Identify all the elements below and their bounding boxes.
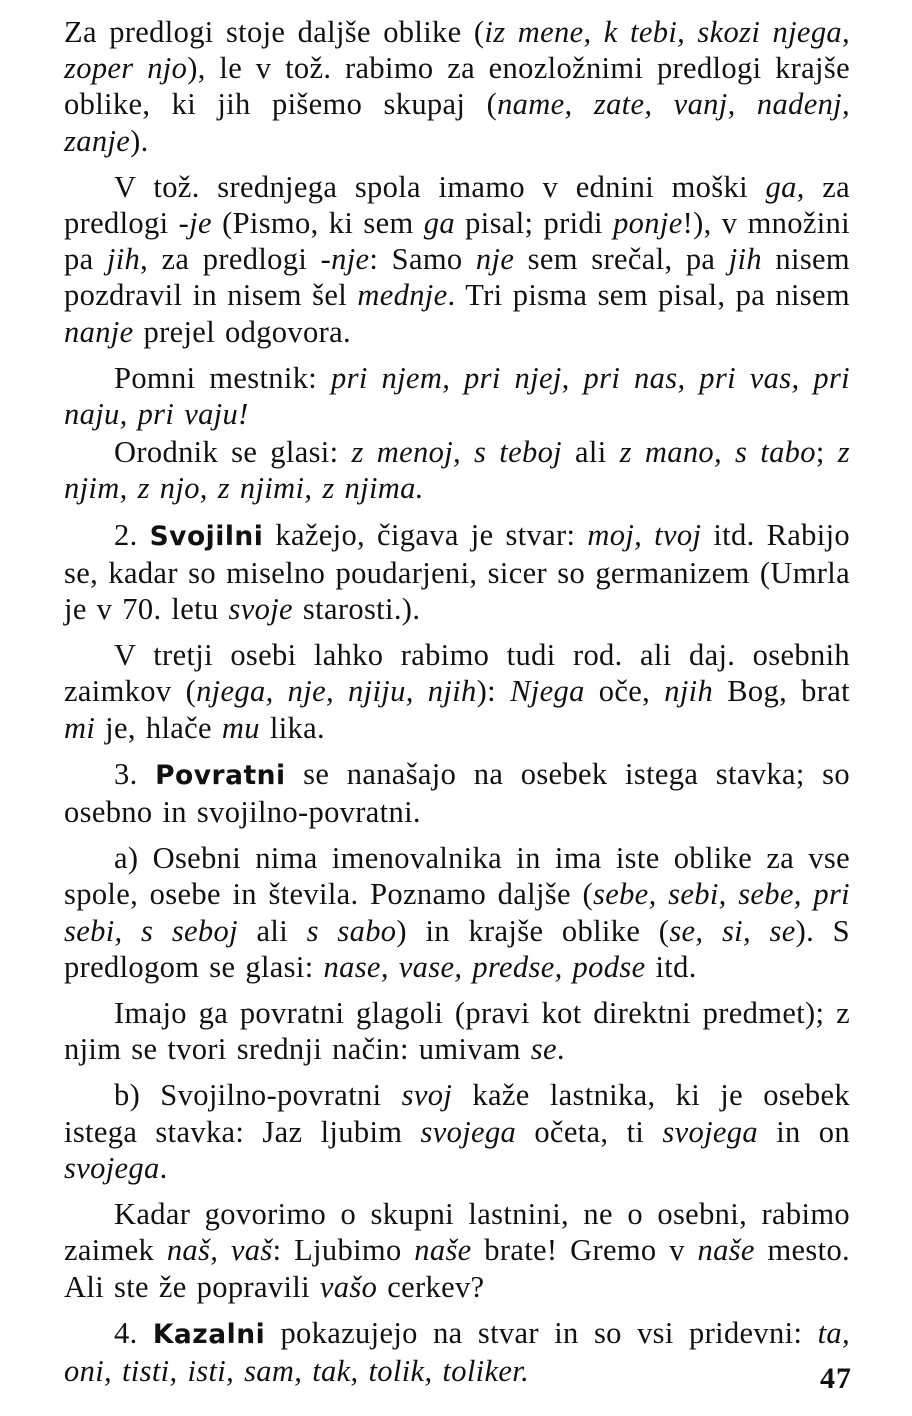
- italic-text-run: njih: [664, 674, 714, 709]
- italic-text-run: mednje: [357, 278, 448, 313]
- text-run: Imajo ga povratni glagoli (pravi kot direktni predmet); z njim se tvori srednji način: umivam: [64, 996, 850, 1067]
- paragraph: [64, 1077, 850, 1186]
- text-run: : Samo: [369, 242, 476, 277]
- italic-text-run: naše: [414, 1233, 472, 1268]
- text-run: 4.: [114, 1315, 153, 1350]
- italic-text-run: iz mene, k tebi, skozi njega, zoper njo: [64, 15, 850, 86]
- text-run: . Tri pisma sem pisal, pa nisem: [447, 278, 850, 313]
- text-run: .: [556, 1032, 565, 1067]
- italic-text-run: nase, vase, predse, podse: [323, 949, 646, 984]
- italic-text-run: s sabo: [306, 913, 397, 948]
- text-run: nisem pozdravil in nisem šel: [64, 242, 850, 313]
- italic-text-run: Njega: [510, 674, 585, 709]
- text-run: , za predlogi -: [140, 242, 332, 277]
- page-number: 47: [820, 1362, 852, 1395]
- text-run: Kadar govorimo o skupni lastnini, ne o osebni, rabimo zaimek: [64, 1197, 850, 1268]
- text-run: itd.: [645, 949, 697, 984]
- italic-text-run: nje: [331, 242, 370, 277]
- text-run: očeta, ti: [516, 1114, 663, 1149]
- text-run: sem srečal, pa: [514, 242, 729, 277]
- text-run: , za predlogi -: [64, 169, 851, 241]
- paragraph: [64, 840, 850, 985]
- italic-text-run: svojega: [662, 1114, 759, 1149]
- italic-text-run: sebe, sebi, sebe, pri sebi, s seboj: [64, 877, 850, 948]
- italic-text-run: se: [530, 1032, 557, 1067]
- italic-text-run: njega, nje, njiju, njih: [196, 674, 477, 709]
- text-run: cerkev?: [377, 1269, 485, 1304]
- paragraph: [64, 517, 850, 628]
- italic-text-run: ponje: [613, 206, 683, 241]
- italic-text-run: mi: [64, 710, 96, 745]
- section-heading-term: Svojilni: [149, 520, 264, 552]
- text-run: oče,: [584, 674, 665, 709]
- text-run: itd. Rabijo se, kadar so miselno poudarjeni, sicer so germanizem (Umrla je v 70. letu: [64, 517, 850, 627]
- text-run: prejel odgovora.: [133, 314, 351, 349]
- text-run: ), le v tož. rabimo za enozložnimi predlogi krajše oblike, ki jih pišemo skupaj (: [64, 51, 850, 122]
- italic-text-run: z menoj, s teboj: [351, 435, 562, 470]
- italic-text-run: nanje: [64, 314, 134, 349]
- italic-text-run: z njim, z njo, z njimi, z njima.: [64, 435, 850, 506]
- text-run: V tretji osebi lahko rabimo tudi rod. ali daj. osebnih zaimkov (: [64, 638, 850, 709]
- italic-text-run: vašo: [319, 1269, 378, 1304]
- text-run: ali: [562, 435, 620, 470]
- italic-text-run: moj, tvoj: [587, 517, 702, 552]
- italic-text-run: name, zate, vanj, nadenj, zanje: [64, 87, 850, 158]
- text-run: (Pismo, ki sem: [211, 206, 424, 241]
- section-heading-term: Povratni: [155, 759, 286, 791]
- text-run: Za predlogi stoje daljše oblike (: [64, 15, 485, 49]
- text-run: ;: [815, 435, 838, 470]
- italic-text-run: mu: [221, 710, 260, 745]
- italic-text-run: svojega: [64, 1150, 160, 1185]
- italic-text-run: svoje: [228, 592, 293, 627]
- text-run: se nanašajo na osebek istega stavka; so osebno in svojilno-povratni.: [64, 756, 850, 830]
- paragraph: [64, 169, 850, 350]
- text-run: ).: [130, 123, 149, 158]
- italic-text-run: ta, oni, tisti, isti, sam, tak, tolik, toliker.: [64, 1315, 850, 1388]
- text-run: kaže lastnika, ki je osebek istega stavka: Jaz ljubim: [64, 1078, 850, 1149]
- text-run: a) Osebni nima imenovalnika in ima iste oblike za vse spole, osebe in števila. Poznamo daljše (: [64, 841, 850, 912]
- text-run: Orodnik se glasi:: [114, 435, 352, 470]
- text-run: lika.: [259, 710, 325, 745]
- section-heading-term: Kazalni: [152, 1318, 266, 1350]
- paragraph: [64, 14, 850, 159]
- paragraph: [64, 1315, 850, 1389]
- paragraph: [64, 995, 850, 1067]
- italic-text-run: z mano, s tabo: [619, 435, 816, 470]
- italic-text-run: naš, vaš: [166, 1233, 273, 1268]
- text-run: kažejo, čigava je stvar:: [263, 517, 588, 552]
- italic-text-run: pri njem, pri njej, pri nas, pri vas, pri naju, pri vaju!: [64, 360, 850, 432]
- italic-text-run: jih: [728, 242, 762, 277]
- text-run: ) in krajše oblike (: [396, 913, 670, 948]
- text-run: Pomni mestnik:: [114, 360, 331, 395]
- text-run: pisal; pridi: [454, 206, 614, 241]
- text-run: V tož. srednjega spola imamo v ednini moški: [114, 169, 766, 204]
- text-run: ali: [237, 913, 307, 948]
- paragraph: [64, 756, 850, 830]
- paragraph: [64, 434, 850, 506]
- paragraph: [64, 1196, 850, 1305]
- text-run: ). S predlogom se glasi:: [64, 913, 850, 984]
- italic-text-run: ga: [765, 169, 797, 204]
- text-run: b) Svojilno-povratni: [114, 1078, 402, 1113]
- text-run: je, hlače: [95, 710, 222, 745]
- text-run: starosti.).: [292, 592, 421, 627]
- page-body-text: [64, 14, 850, 1389]
- italic-text-run: svojega: [420, 1114, 517, 1149]
- italic-text-run: svoj: [401, 1078, 453, 1113]
- italic-text-run: ga: [423, 206, 455, 241]
- italic-text-run: jih: [106, 242, 141, 277]
- text-run: in on: [758, 1114, 850, 1149]
- italic-text-run: nje: [475, 242, 515, 277]
- text-run: .: [159, 1150, 168, 1185]
- paragraph: [64, 637, 850, 746]
- text-run: : Ljubimo: [272, 1233, 415, 1268]
- paragraph: [64, 360, 850, 432]
- italic-text-run: je: [189, 206, 212, 241]
- italic-text-run: naše: [697, 1233, 755, 1268]
- text-run: !), v množini pa: [64, 206, 850, 277]
- text-run: 3.: [114, 756, 156, 791]
- text-run: pokazujejo na stvar in so vsi pridevni:: [265, 1315, 818, 1350]
- italic-text-run: se, si, se: [669, 913, 796, 948]
- text-run: Bog, brat: [713, 674, 850, 709]
- text-run: 2.: [114, 517, 150, 552]
- text-run: brate! Gremo v: [471, 1233, 698, 1268]
- text-run: mesto. Ali ste že popravili: [64, 1233, 851, 1304]
- text-run: ):: [476, 674, 511, 709]
